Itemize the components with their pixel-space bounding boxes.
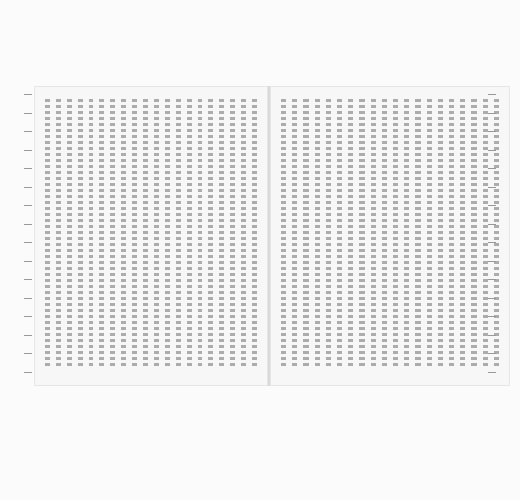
text-column [326, 99, 331, 367]
text-column [154, 99, 159, 367]
timeline-tick [488, 113, 496, 114]
timeline-tick [488, 372, 496, 373]
text-column [176, 99, 181, 367]
text-column [230, 99, 235, 367]
timeline-tick [24, 261, 32, 262]
timeline-tick [488, 279, 496, 280]
text-column [89, 99, 94, 367]
text-column [143, 99, 148, 367]
timeline-tick [488, 261, 496, 262]
text-column [460, 99, 465, 367]
text-column [67, 99, 72, 367]
text-column [449, 99, 454, 367]
timeline-tick [24, 224, 32, 225]
text-column [315, 99, 320, 367]
text-column [208, 99, 213, 367]
text-column [438, 99, 443, 367]
text-column [56, 99, 61, 367]
text-column [219, 99, 224, 367]
text-column [165, 99, 170, 367]
text-column [292, 99, 297, 367]
timeline-tick [488, 168, 496, 169]
text-column [303, 99, 308, 367]
left-margin-timeline [0, 88, 38, 384]
timeline-tick [24, 353, 32, 354]
timeline-tick [488, 150, 496, 151]
timeline-tick [24, 335, 32, 336]
timeline-tick [488, 316, 496, 317]
right-margin-timeline [482, 88, 520, 384]
text-column [252, 99, 257, 367]
text-column [45, 99, 50, 367]
timeline-tick [24, 372, 32, 373]
timeline-tick [24, 279, 32, 280]
text-column [78, 99, 83, 367]
timeline-tick [488, 335, 496, 336]
timeline-tick [24, 131, 32, 132]
text-column [281, 99, 286, 367]
text-column [121, 99, 126, 367]
text-column [187, 99, 192, 367]
timeline-tick [24, 298, 32, 299]
text-column [382, 99, 387, 367]
timeline-tick [488, 131, 496, 132]
timeline-tick [488, 187, 496, 188]
timeline-tick [488, 205, 496, 206]
text-column [359, 99, 364, 367]
text-column [371, 99, 376, 367]
text-column [99, 99, 104, 367]
text-column [198, 99, 203, 367]
timeline-tick [24, 113, 32, 114]
text-column [337, 99, 342, 367]
text-column [241, 99, 246, 367]
right-page [270, 86, 510, 386]
timeline-tick [24, 187, 32, 188]
timeline-tick [488, 298, 496, 299]
timeline-tick [488, 353, 496, 354]
text-column [471, 99, 476, 367]
timeline-tick [488, 94, 496, 95]
right-page-text-columns [281, 99, 499, 367]
timeline-tick [488, 224, 496, 225]
timeline-tick [24, 168, 32, 169]
text-column [348, 99, 353, 367]
text-column [415, 99, 420, 367]
text-column [393, 99, 398, 367]
left-page [34, 86, 268, 386]
timeline-tick [24, 94, 32, 95]
left-page-text-columns [45, 99, 257, 367]
timeline-tick [24, 316, 32, 317]
timeline-tick [24, 150, 32, 151]
text-column [427, 99, 432, 367]
text-column [404, 99, 409, 367]
timeline-tick [488, 242, 496, 243]
timeline-tick [24, 242, 32, 243]
text-column [132, 99, 137, 367]
text-column [110, 99, 115, 367]
timeline-tick [24, 205, 32, 206]
